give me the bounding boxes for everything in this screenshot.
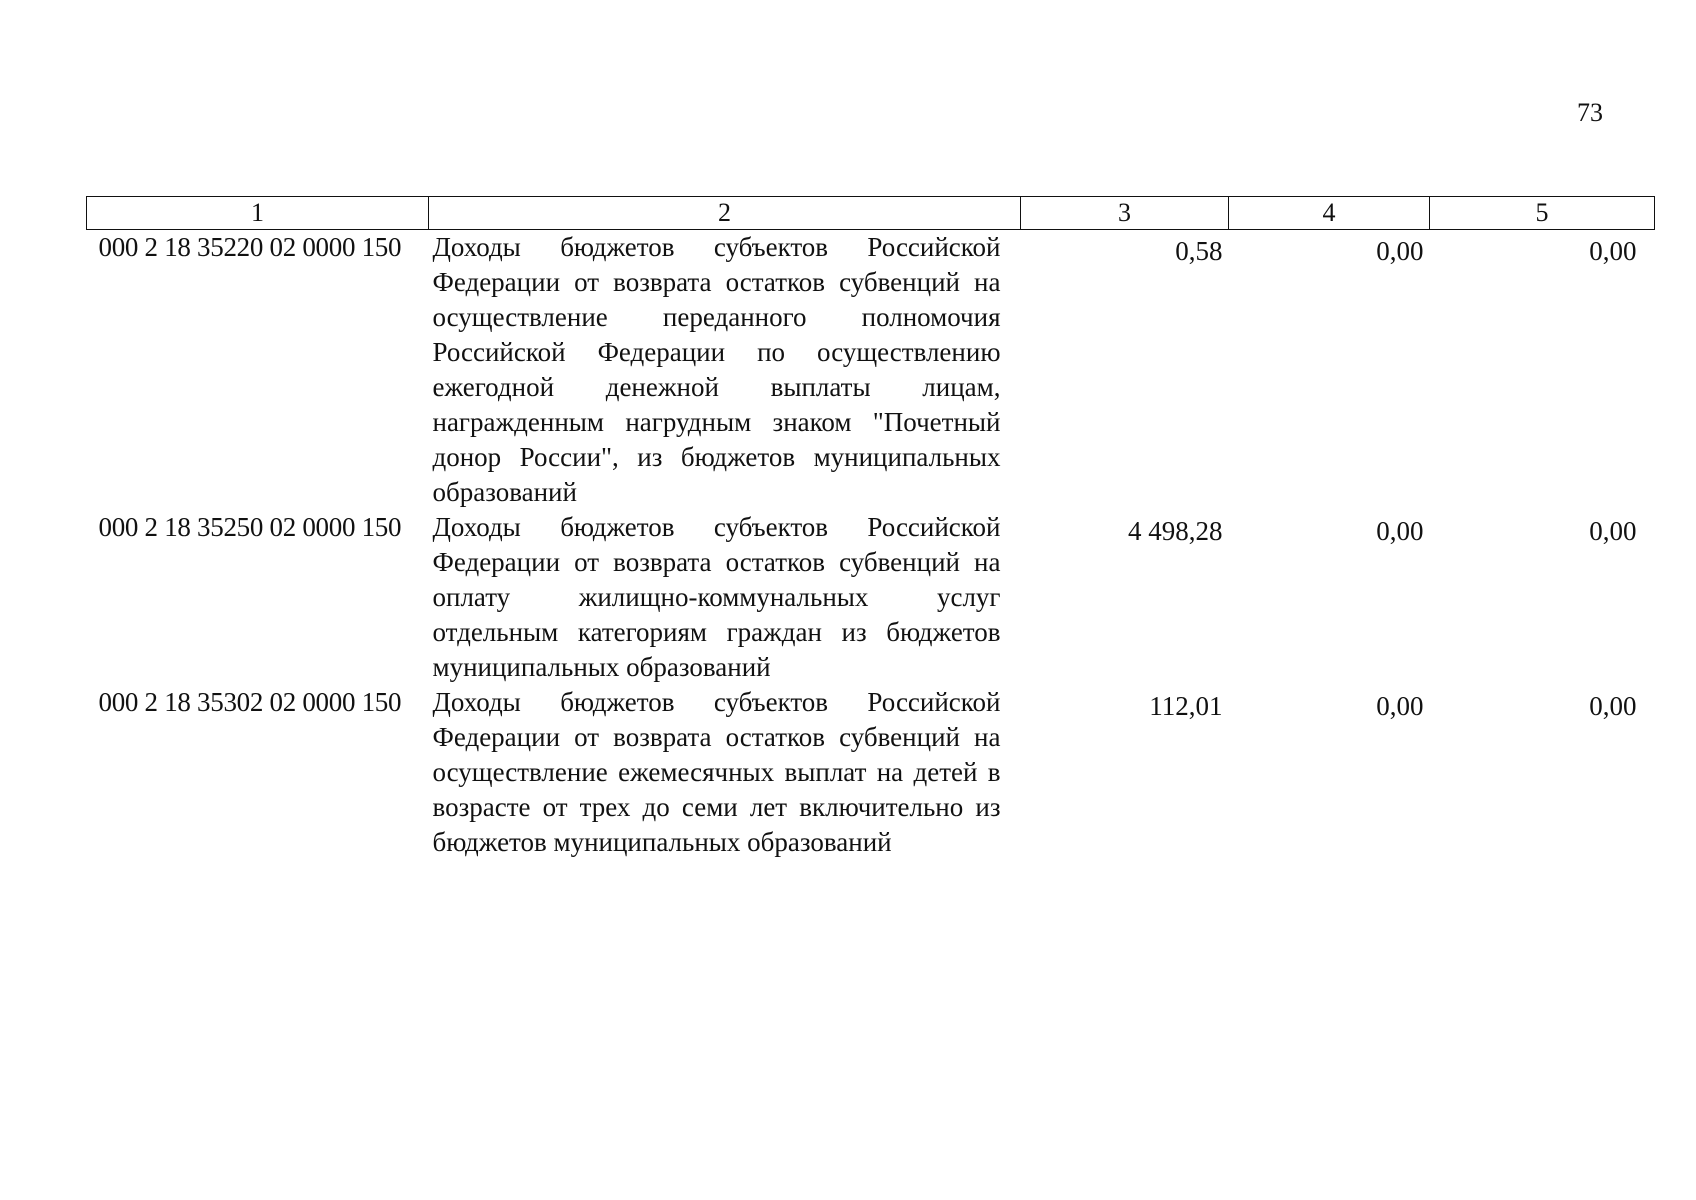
header-col-1: 1 — [87, 197, 429, 230]
page-number: 73 — [1577, 98, 1603, 127]
table-row — [87, 510, 1655, 685]
header-row — [87, 197, 1655, 230]
value-col-4: 0,00 — [1376, 516, 1424, 546]
budget-revenue-table — [86, 196, 1655, 860]
value-col-4: 0,00 — [1376, 691, 1424, 721]
revenue-name: Доходы бюджетов субъектов Российской Федерации от возврата остатков субвенций на оплату жилищно-коммунальных услуг отдельным категориям граждан из бюджетов муниципальных образований — [432, 512, 1001, 682]
revenue-code: 000 2 18 35302 02 0000 150 — [98, 687, 402, 717]
header-col-2: 2 — [429, 197, 1021, 230]
table-row — [87, 230, 1655, 511]
value-col-5: 0,00 — [1589, 236, 1637, 266]
revenue-name: Доходы бюджетов субъектов Российской Федерации от возврата остатков субвенций на осуществление переданного полномочия Российской Федерации по осуществлению ежегодной денежной выплаты лицам, награжденным нагрудным знаком "Почетный донор России", из бюджетов муниципальных образований — [432, 232, 1001, 507]
header-col-4: 4 — [1229, 197, 1430, 230]
value-col-3: 4 498,28 — [1128, 516, 1223, 546]
revenue-code: 000 2 18 35220 02 0000 150 — [98, 232, 402, 262]
header-col-3: 3 — [1021, 197, 1229, 230]
value-col-5: 0,00 — [1589, 691, 1637, 721]
table-body — [87, 230, 1655, 861]
table-header — [87, 197, 1655, 230]
revenue-name: Доходы бюджетов субъектов Российской Федерации от возврата остатков субвенций на осуществление ежемесячных выплат на детей в возрасте от трех до семи лет включительно из бюджетов муниципальных образований — [432, 687, 1001, 857]
table-row — [87, 685, 1655, 860]
value-col-5: 0,00 — [1589, 516, 1637, 546]
value-col-3: 112,01 — [1149, 691, 1223, 721]
revenue-code: 000 2 18 35250 02 0000 150 — [98, 512, 402, 542]
value-col-3: 0,58 — [1175, 236, 1223, 266]
header-col-5: 5 — [1430, 197, 1655, 230]
value-col-4: 0,00 — [1376, 236, 1424, 266]
